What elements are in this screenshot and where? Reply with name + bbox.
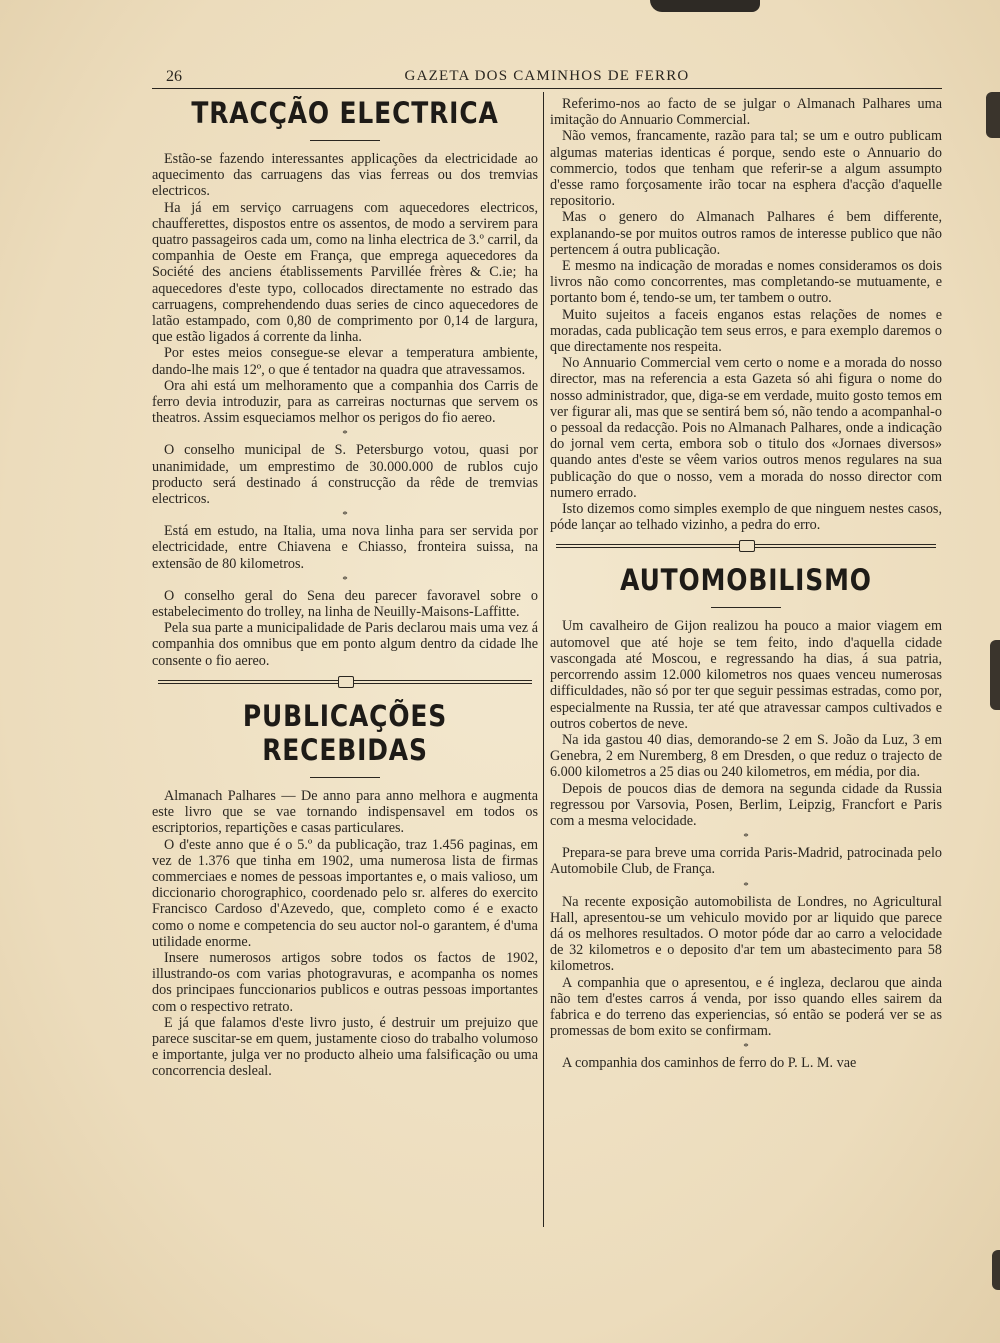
- paragraph: Ora ahi está um melhoramento que a companhia dos Carris de ferro devia introduzir, para as carreiras nocturnas que servem os theatros. Assim esqueciamos melhor os perigos do fio aereo.: [152, 377, 538, 427]
- paragraph: O conselho geral do Sena deu parecer favoravel sobre o estabelecimento do trolley, na linha de Neuilly-Maisons-Laffitte.: [152, 587, 538, 621]
- paragraph: Almanach Palhares — De anno para anno melhora e augmenta este livro que se vae tornando indispensavel em todos os escriptorios, repartições e casas particulares.: [152, 787, 538, 837]
- column-rule: [543, 92, 544, 1227]
- article-title: PUBLICAÇÕES RECEBIDAS: [242, 698, 448, 767]
- section-divider: [158, 675, 532, 689]
- paragraph: Pela sua parte a municipalidade de Paris declarou mais uma vez á companhia dos omnibus que em ponto algum dentro da cidade lhe consente o fio aereo.: [152, 620, 538, 669]
- article-title: TRACÇÃO ELECTRICA: [191, 96, 499, 130]
- page-header: [152, 66, 942, 89]
- paragraph: Não vemos, francamente, razão para tal; se um e outro publicam algumas materias identicas é porque, sendo este o Annuario do commercio, todos que tenham que referir-se a algum assumpto d'esse ramo forçosamente irão tocar na esphera d'acção d'aquelle repositorio.: [550, 128, 942, 210]
- separator-star: *: [342, 428, 348, 441]
- paragraph: Na ida gastou 40 dias, demorando-se 2 em S. João da Luz, 3 em Genebra, 2 em Nuremberg, 8 em Dresden, o que reduz o trajecto de 6.000 kilometros a 25 dias ou 240 kilometros, em média, por dia.: [550, 731, 942, 781]
- paragraph: No Annuario Commercial vem certo o nome e a morada do nosso director, mas na referencia a esta Gazeta só ahi figura o nome do nosso administrador, que, diga-se em verdade, muito gosto temos em ver figurar ali, mas que se sentirá bem só, não tendo a acompanhal-o o pessoal da redacção. Pois no Almanach Palhares, onde a indicação do jornal vem certa, embora sob o titulo dos «Jornaes diversos» quando antes d'este se vêem varios outros menos regulares na sua publicação do que o nosso, vem a morada do nosso director com numero errado.: [550, 355, 942, 501]
- paragraph: Depois de poucos dias de demora na segunda cidade da Russia regressou por Varsovia, Posen, Berlim, Leipzig, Francfort e Paris com a mesma velocidade.: [550, 780, 942, 829]
- edge-stain: [992, 1250, 1000, 1290]
- separator-star: *: [743, 879, 749, 892]
- article-title: AUTOMOBILISMO: [620, 563, 872, 598]
- separator-star: *: [743, 1041, 749, 1054]
- publication-title: GAZETA DOS CAMINHOS DE FERRO: [404, 68, 690, 84]
- separator-star: *: [743, 831, 749, 844]
- left-column: [152, 96, 538, 1080]
- edge-stain: [990, 640, 1000, 710]
- separator-star: *: [342, 573, 348, 586]
- paragraph: Prepara-se para breve uma corrida Paris-Madrid, patrocinada pelo Automobile Club, de França.: [550, 845, 942, 878]
- edge-stain: [986, 92, 1000, 138]
- page-number: 26: [166, 68, 182, 85]
- paragraph: Um cavalheiro de Gijon realizou ha pouco a maior viagem em automovel que até hoje se tem feito, indo d'aquella cidade vascongada até Moscou, e regressando ha dias, á sua patria, percorrendo assim 12.000 kilometros nos quaes venceu numerosas difficuldades, não só por ter que seguir pessimas estradas, como por, especialmente na Russia, ter até que atravessar campos cultivados e outros cobertos de neve.: [550, 618, 942, 732]
- paragraph: Por estes meios consegue-se elevar a temperatura ambiente, dando-lhe mais 12º, o que é tentador na quadra que atravessamos.: [152, 345, 538, 378]
- paragraph: O d'este anno que é o 5.º da publicação, traz 1.456 paginas, em vez de 1.376 que tinha em 1902, uma numerosa lista de firmas commerciaes e nomes de pessoas importantes e, o mais valioso, um diccionario chorographico, coordenado pelo sr. alferes do exercito Francisco Cardoso d'Azevedo, que, completo como é e exacto como o nome e competencia do seu auctor nol-o garantem, é d'uma utilidade enorme.: [152, 836, 538, 950]
- paragraph: Ha já em serviço carruagens com aquecedores electricos, chaufferettes, dispostos entre os assentos, de modo a servirem para quatro passageiros cada um, como na linha electrica de 3.º carril, da companhia de Oeste em França, que emprega aquecedores da Société des anciens établissements Parvillée frères & C.ie; ha aquecedores d'este typo, collocados directamente no estrado das carruagens, comprehendendo duas series de cinco aquecedores de latão estampado, com 0,80 de comprimento por 0,14 de largura, que estão ligados á corrente da linha.: [152, 199, 538, 346]
- paragraph: Insere numerosos artigos sobre todos os factos de 1902, illustrando-os com varias photogravuras, e acompanha os nomes dos principaes funccionarios publicos e outras pessoas importantes com o respectivo retrato.: [152, 949, 538, 1015]
- paragraph: E mesmo na indicação de moradas e nomes consideramos os dois livros não como concorrentes, mas completando-se mutuamente, e portanto bom é, tendo-se um, ter tambem o outro.: [550, 258, 942, 307]
- paragraph: Muito sujeitos a faceis enganos estas relações de nomes e moradas, cada publicação tem seus erros, e para exemplo daremos o que directamente nos respeita.: [550, 306, 942, 356]
- ink-blot: [650, 0, 760, 12]
- paragraph: O conselho municipal de S. Petersburgo votou, quasi por unanimidade, um emprestimo de 30.000.000 de rublos cujo producto será destinado á construcção da rêde de tremvias electricos.: [152, 442, 538, 508]
- section-divider: [556, 539, 936, 553]
- paragraph: Mas o genero do Almanach Palhares é bem differente, explanando-se por muitos outros ramos de interesse publico que não pertencem á outra publicação.: [550, 209, 942, 258]
- ornament-icon: [739, 540, 755, 552]
- ornament-icon: [338, 676, 354, 688]
- paragraph: Na recente exposição automobilista de Londres, no Agricultural Hall, apresentou-se um vehiculo movido por ar liquido que parece dá os melhores resultados. O motor póde dar ao carro a velocidade de 32 kilometros e o deposito d'ar tem um abastecimento para 58 kilometros.: [550, 893, 942, 975]
- separator-star: *: [342, 509, 348, 522]
- paragraph: A companhia dos caminhos de ferro do P. L. M. vae: [562, 1055, 857, 1072]
- paragraph: Referimo-nos ao facto de se julgar o Almanach Palhares uma imitação do Annuario Commercial.: [550, 96, 942, 129]
- paragraph: Está em estudo, na Italia, uma nova linha para ser servida por electricidade, entre Chiavena e Chiasso, fronteira suissa, na extensão de 80 kilometros.: [152, 523, 538, 572]
- paragraph: Isto dizemos como simples exemplo de que ninguem nestes casos, póde lançar ao telhado vizinho, a pedra do erro.: [550, 501, 942, 534]
- paragraph: A companhia que o apresentou, e é ingleza, declarou que ainda não tem d'estes carros á venda, por isso quando elles sairem da fabrica e do terreno das experiencias, só então se poderá ver se as promessas de bom exito se confirmam.: [550, 974, 942, 1040]
- paragraph: E já que falamos d'este livro justo, é destruir um prejuizo que parece suscitar-se em quem, justamente cioso do trabalho volumoso e importante, julga ver no producto alheio uma falsificação ou uma concorrencia desleal.: [152, 1014, 538, 1080]
- right-column: [550, 96, 942, 1072]
- paragraph: Estão-se fazendo interessantes applicações da electricidade ao aquecimento das carruagens das vias ferreas ou dos tremvias electricos.: [152, 151, 538, 200]
